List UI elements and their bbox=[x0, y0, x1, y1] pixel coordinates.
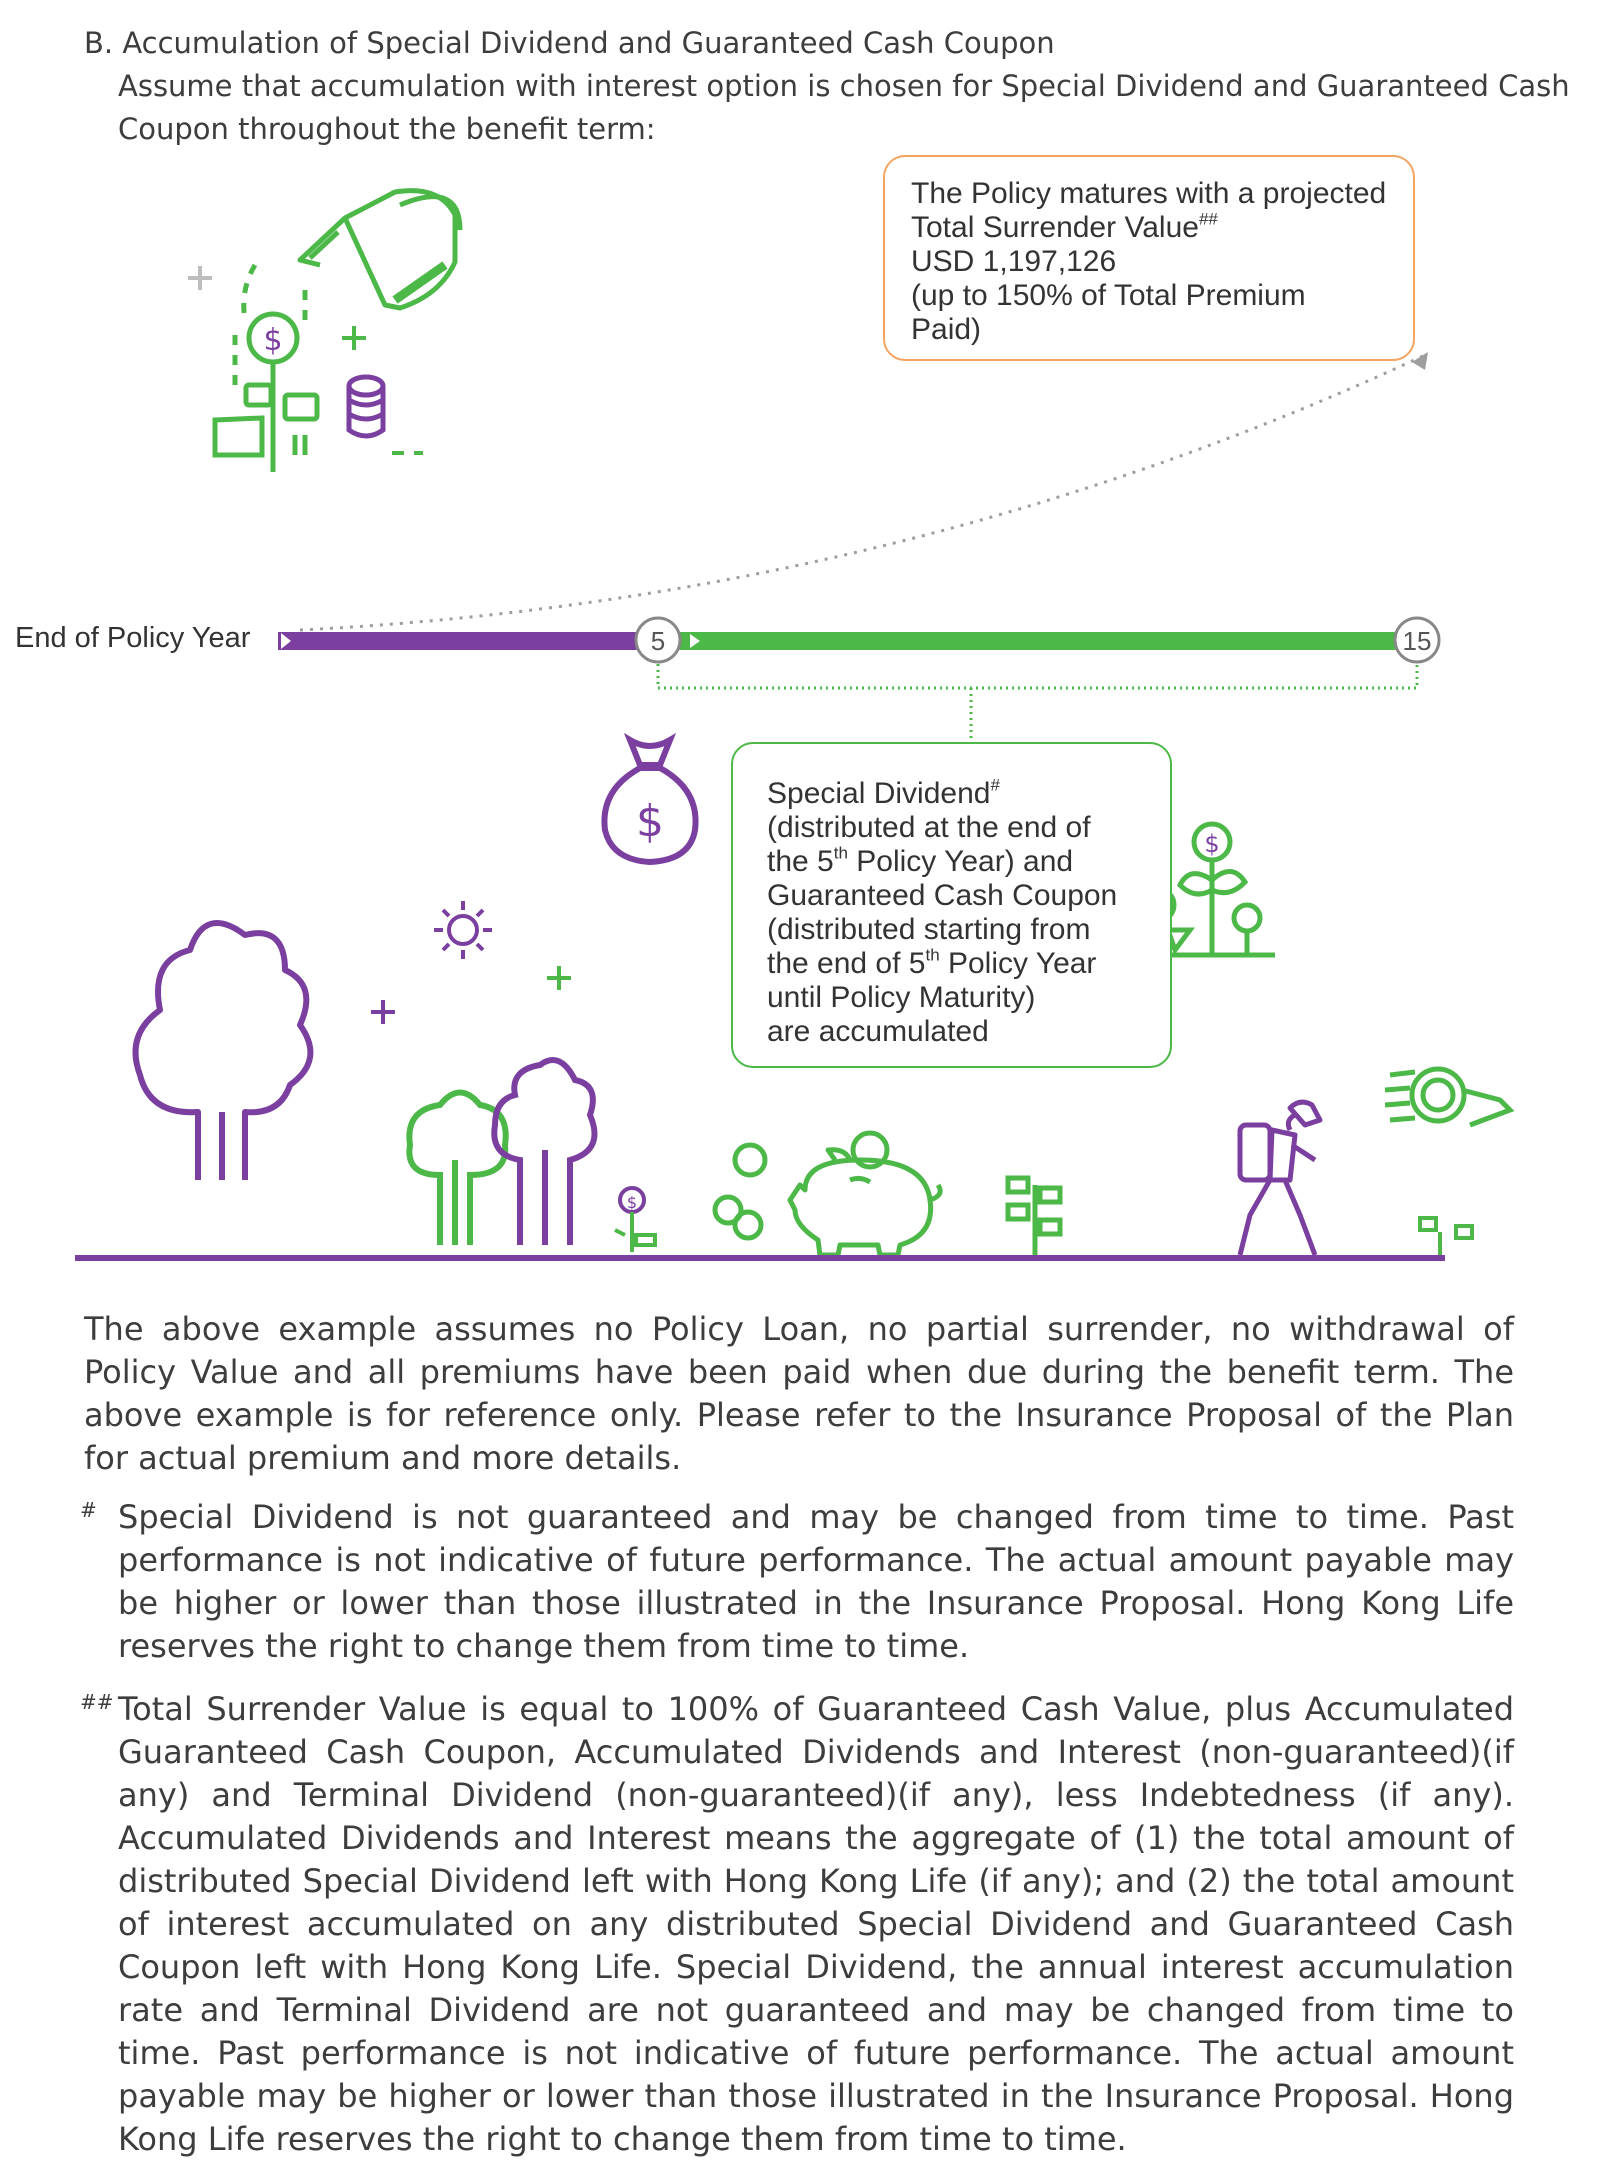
timeline-bar-purple bbox=[278, 632, 640, 650]
dividend-box bbox=[731, 742, 1172, 1068]
period-bracket bbox=[658, 664, 1417, 688]
dividend-line-6: the end of 5th Policy Year bbox=[767, 945, 1097, 980]
projection-arrow bbox=[300, 355, 1425, 630]
plus-icon bbox=[371, 1000, 395, 1024]
sun-icon bbox=[434, 901, 492, 959]
svg-text:$: $ bbox=[1204, 830, 1220, 858]
dividend-line-3: the 5th Policy Year) and bbox=[767, 843, 1074, 878]
dividend-line-4: Guaranteed Cash Coupon bbox=[767, 879, 1118, 912]
hiker-icon bbox=[1240, 1102, 1320, 1255]
plus-icon bbox=[547, 966, 571, 990]
footnote-1: Special Dividend is not guaranteed and may be changed from time to time. Past performance is not indicative of future performance. The actual amount payable may be higher or lower than those illustrated in the Insurance Proposal. Hong Kong Life reserves the right to change them from time to time. bbox=[118, 1498, 1514, 1665]
tree-icon bbox=[494, 1060, 594, 1245]
maturity-line-5: Paid) bbox=[911, 313, 982, 346]
dividend-line-1: Special Dividend# bbox=[767, 775, 1000, 810]
maturity-box bbox=[883, 155, 1415, 361]
maturity-line-2: Total Surrender Value## bbox=[911, 209, 1218, 244]
footnote-mark-2: ## bbox=[80, 1690, 114, 1714]
arrow-head-icon bbox=[1412, 352, 1428, 370]
dollar-symbol: $ bbox=[636, 796, 664, 847]
plus-icon bbox=[188, 266, 212, 290]
dividend-line-5: (distributed starting from bbox=[767, 913, 1091, 946]
maturity-line-1: The Policy matures with a projected bbox=[911, 177, 1387, 210]
assumption-paragraph: The above example assumes no Policy Loan, no partial surrender, no withdrawal of Policy Value and all premiums have been paid when due during the benefit term. The above example is for reference only. Please refer to the Insurance Proposal of the Plan for actual premium and more details. bbox=[84, 1310, 1514, 1477]
intro-line-1: Assume that accumulation with interest option is chosen for Special Dividend and Guaranteed Cash bbox=[118, 69, 1570, 103]
tree-icon bbox=[409, 1093, 505, 1246]
hand-coin-icon bbox=[1385, 1069, 1510, 1125]
footnote-2: Total Surrender Value is equal to 100% of Guaranteed Cash Value, plus Accumulated Guaranteed Cash Coupon, Accumulated Dividends and Interest (non-guaranteed)(if any) and Terminal Dividend (non-guaranteed)(if any), less Indebtedness (if any). Accumulated Dividends and Interest means the aggregate of (1) the total amount of distributed Special Dividend left with Hong Kong Life (if any); and (2) the total amount of interest accumulated on any distributed Special Dividend and Guaranteed Cash Coupon left with Hong Kong Life. Special Dividend, the annual interest accumulation rate and Terminal Dividend are not guaranteed and may be changed from time to time. Past performance is not indicative of future performance. The actual amount payable may be higher or lower than those illustrated in the Insurance Proposal. Hong Kong Life reserves the right to change them from time to time. bbox=[118, 1690, 1514, 2158]
timeline-marker-5-label: 5 bbox=[650, 626, 666, 656]
watering-can-icon bbox=[300, 191, 460, 308]
dividend-line-8: are accumulated bbox=[767, 1015, 989, 1048]
timeline-bar-green bbox=[676, 632, 1396, 650]
footnote-mark-1: # bbox=[80, 1498, 97, 1522]
sprout-icon bbox=[1420, 1218, 1472, 1255]
timeline-label: End of Policy Year bbox=[15, 622, 251, 654]
plus-icon bbox=[342, 326, 366, 350]
svg-text:$: $ bbox=[626, 1193, 638, 1212]
section-heading: B. Accumulation of Special Dividend and Guaranteed Cash Coupon bbox=[84, 26, 1055, 60]
maturity-value: USD 1,197,126 bbox=[911, 245, 1117, 278]
timeline-marker-15-label: 15 bbox=[1402, 626, 1432, 656]
maturity-line-4: (up to 150% of Total Premium bbox=[911, 279, 1306, 312]
coin-stack-icon bbox=[349, 377, 383, 436]
dividend-line-7: until Policy Maturity) bbox=[767, 981, 1036, 1014]
sprout-icon bbox=[1008, 1178, 1060, 1258]
dividend-line-2: (distributed at the end of bbox=[767, 811, 1091, 844]
tree-icon bbox=[136, 923, 311, 1180]
money-plant-icon bbox=[215, 265, 317, 472]
intro-line-2: Coupon throughout the benefit term: bbox=[118, 112, 656, 146]
dollar-symbol: $ bbox=[263, 323, 283, 358]
